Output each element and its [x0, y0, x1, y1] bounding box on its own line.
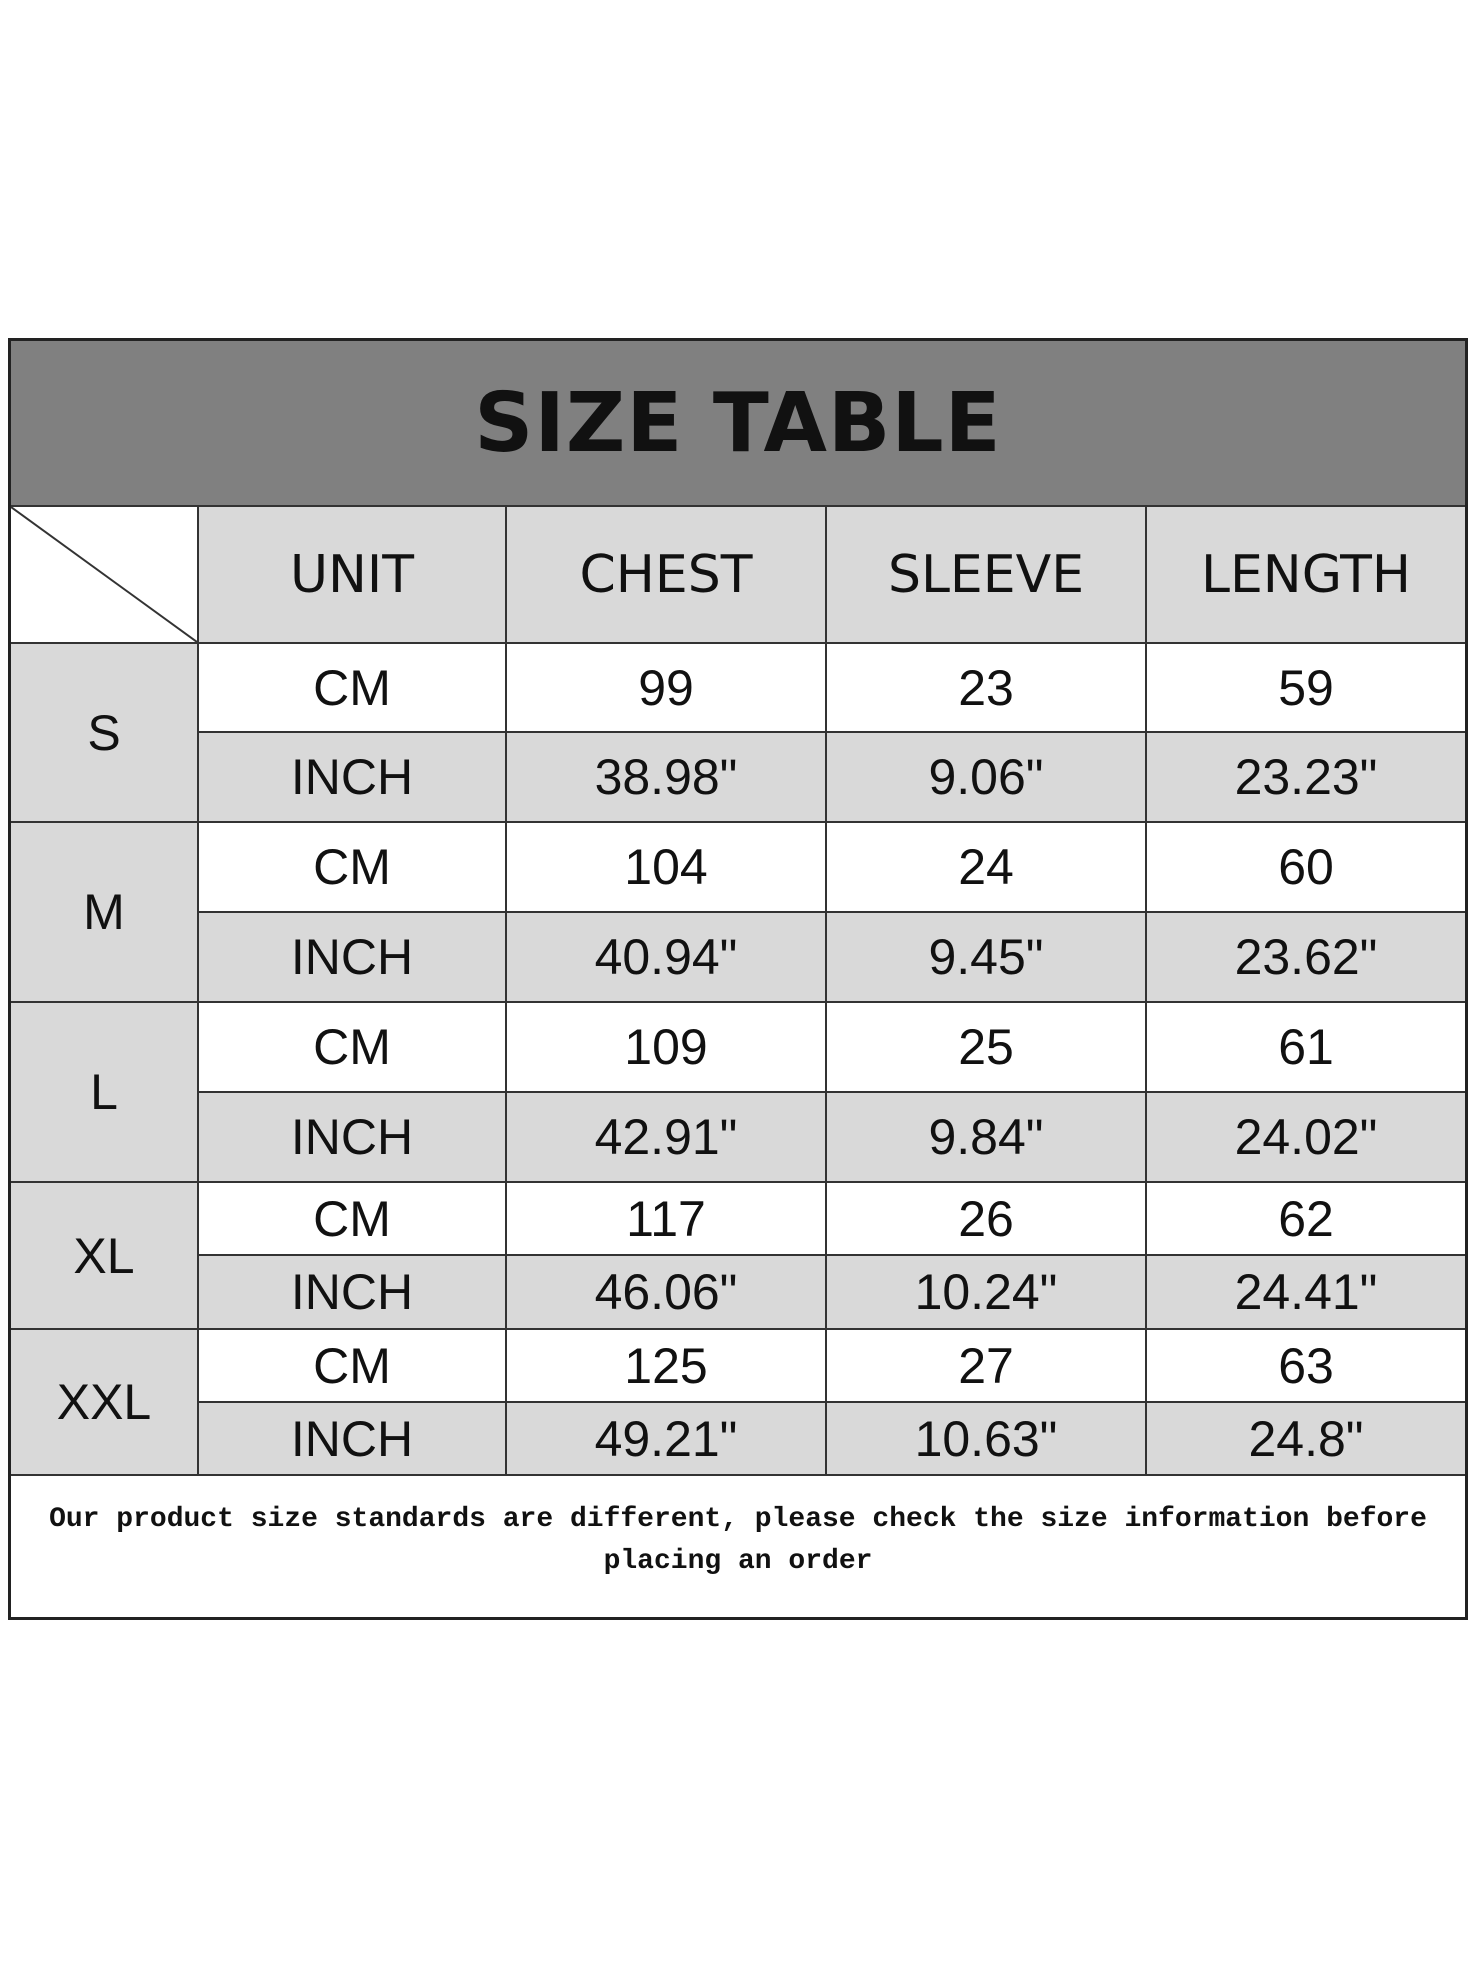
chest-cell: 38.98": [506, 732, 826, 822]
size-note: Our product size standards are different, please check the size information before placing an order: [49, 1504, 1427, 1577]
size-label: XXL: [11, 1329, 198, 1475]
unit-cell: CM: [198, 822, 506, 912]
chest-cell: 104: [506, 822, 826, 912]
unit-cell: INCH: [198, 912, 506, 1002]
chest-cell: 46.06": [506, 1255, 826, 1329]
sleeve-cell: 25: [826, 1002, 1146, 1092]
unit-cell: INCH: [198, 1255, 506, 1329]
length-cell: 23.23": [1146, 732, 1465, 822]
length-cell: 59: [1146, 643, 1465, 732]
sleeve-cell: 24: [826, 822, 1146, 912]
unit-cell: CM: [198, 1002, 506, 1092]
table-row: [11, 1402, 1465, 1475]
unit-cell: CM: [198, 1329, 506, 1402]
corner-cell: [11, 507, 198, 643]
chest-cell: 117: [506, 1182, 826, 1255]
column-header-sleeve: SLEEVE: [826, 507, 1146, 643]
column-header-length: LENGTH: [1146, 507, 1465, 643]
length-cell: 24.02": [1146, 1092, 1465, 1182]
length-cell: 24.41": [1146, 1255, 1465, 1329]
sleeve-cell: 10.63": [826, 1402, 1146, 1475]
column-header-chest: CHEST: [506, 507, 826, 643]
unit-cell: CM: [198, 1182, 506, 1255]
length-cell: 63: [1146, 1329, 1465, 1402]
table-row: [11, 912, 1465, 1002]
length-cell: 23.62": [1146, 912, 1465, 1002]
chest-cell: 49.21": [506, 1402, 826, 1475]
size-label: M: [11, 822, 198, 1002]
unit-cell: INCH: [198, 1092, 506, 1182]
page-title: SIZE TABLE: [474, 375, 1002, 471]
length-cell: 62: [1146, 1182, 1465, 1255]
sleeve-cell: 10.24": [826, 1255, 1146, 1329]
size-label: L: [11, 1002, 198, 1182]
sleeve-cell: 26: [826, 1182, 1146, 1255]
sleeve-cell: 9.06": [826, 732, 1146, 822]
table-row: [11, 1092, 1465, 1182]
length-cell: 24.8": [1146, 1402, 1465, 1475]
size-label: S: [11, 643, 198, 822]
chest-cell: 42.91": [506, 1092, 826, 1182]
table-row: [11, 1182, 1465, 1255]
length-cell: 60: [1146, 822, 1465, 912]
unit-cell: INCH: [198, 732, 506, 822]
title-bar: [11, 341, 1465, 507]
sleeve-cell: 9.45": [826, 912, 1146, 1002]
unit-cell: INCH: [198, 1402, 506, 1475]
table-row: [11, 643, 1465, 732]
chest-cell: 109: [506, 1002, 826, 1092]
sleeve-cell: 27: [826, 1329, 1146, 1402]
diagonal-divider: [11, 507, 197, 642]
size-chart: [8, 338, 1468, 1620]
table-row: [11, 822, 1465, 912]
table-row: [11, 1329, 1465, 1402]
length-cell: 61: [1146, 1002, 1465, 1092]
sleeve-cell: 9.84": [826, 1092, 1146, 1182]
size-table: [11, 507, 1465, 1476]
chest-cell: 99: [506, 643, 826, 732]
table-row: [11, 1002, 1465, 1092]
unit-cell: CM: [198, 643, 506, 732]
table-row: [11, 732, 1465, 822]
sleeve-cell: 23: [826, 643, 1146, 732]
chest-cell: 125: [506, 1329, 826, 1402]
chest-cell: 40.94": [506, 912, 826, 1002]
size-label: XL: [11, 1182, 198, 1329]
table-row: [11, 1255, 1465, 1329]
column-header-unit: UNIT: [198, 507, 506, 643]
header-row: [11, 507, 1465, 643]
